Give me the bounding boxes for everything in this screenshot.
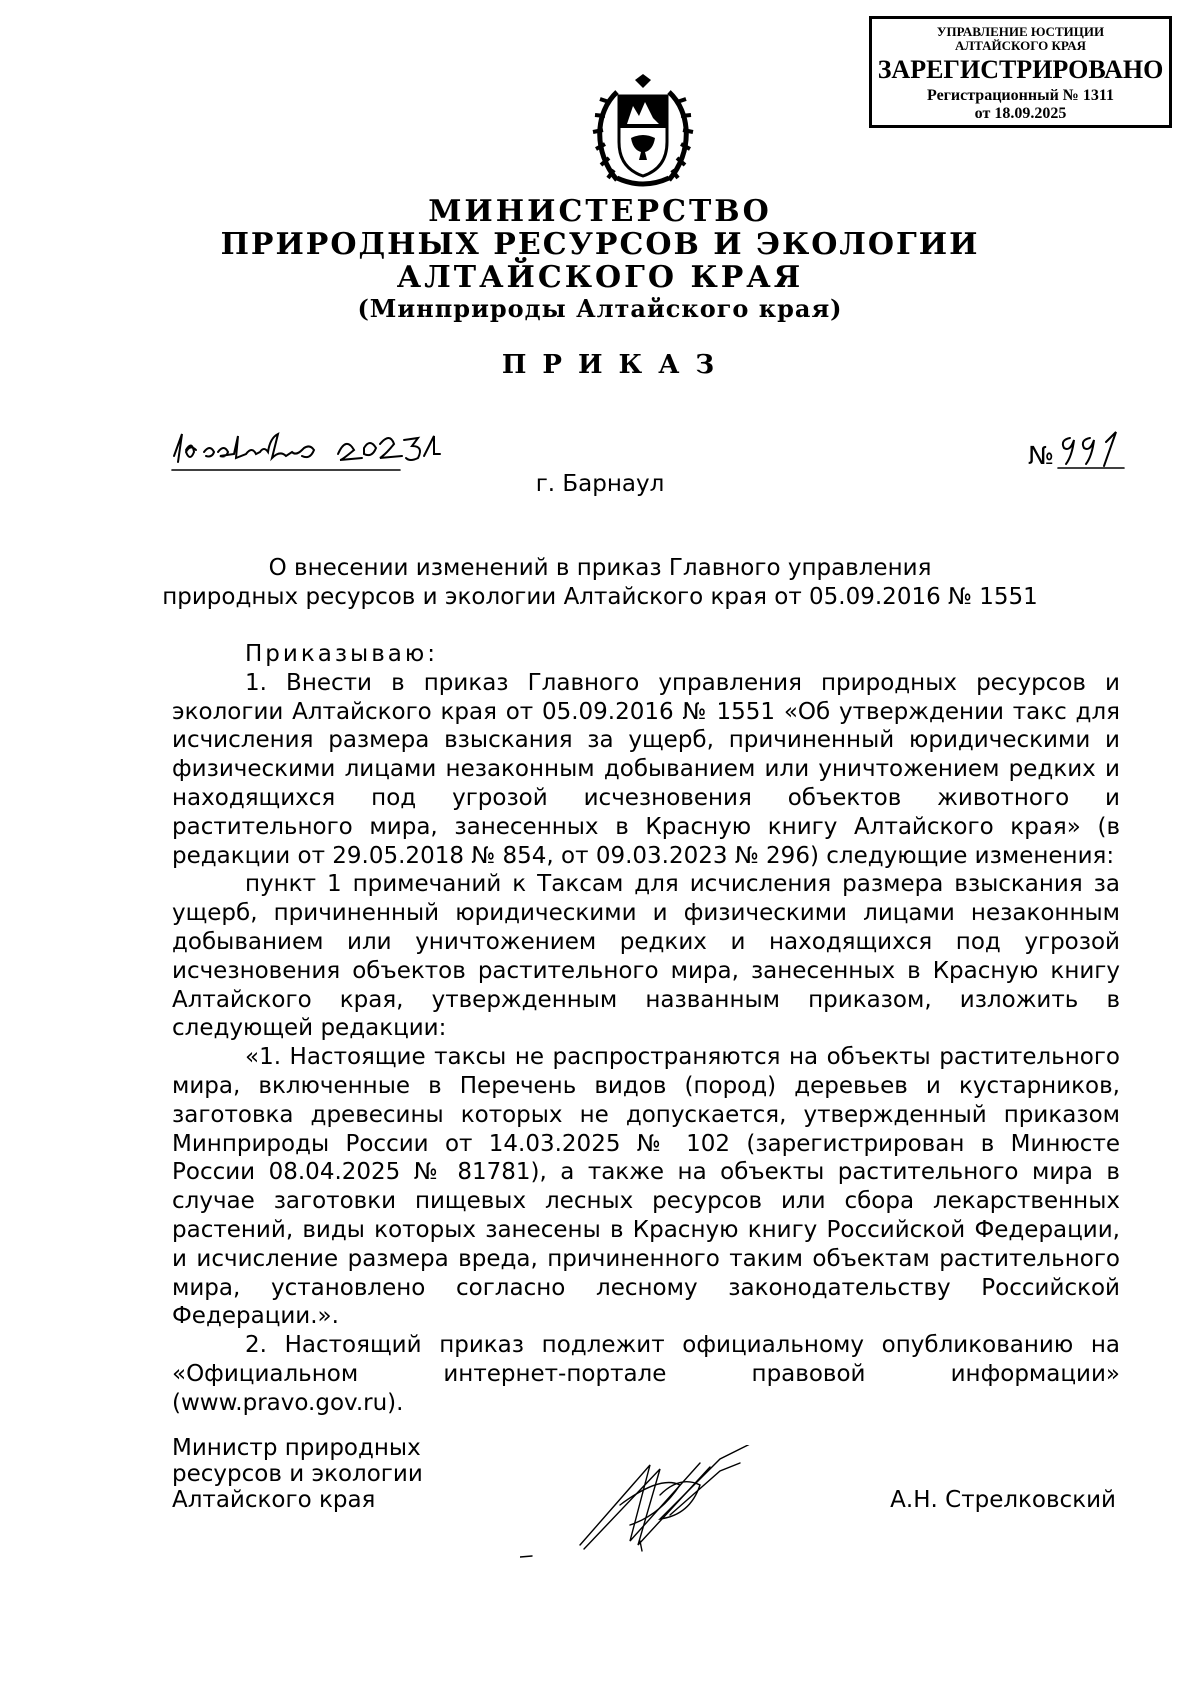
stamp-reg-date: от 18.09.2025 xyxy=(974,105,1067,122)
number-sign: № xyxy=(1028,441,1055,470)
subject-line1: О внесении изменений в приказ Главного управления xyxy=(268,555,932,581)
signatory-position-line2: ресурсов и экологии xyxy=(172,1461,423,1487)
signatory-name: А.Н. Стрелковский xyxy=(890,1487,1116,1513)
document-body xyxy=(172,640,1120,1418)
ministry-short-name: (Минприроды Алтайского края) xyxy=(357,294,843,323)
handwritten-signature xyxy=(520,1445,800,1560)
stamp-org-line2: АЛТАЙСКОГО КРАЯ xyxy=(955,38,1086,53)
stamp-reg-number: Регистрационный № 1311 xyxy=(927,87,1114,104)
ministry-title-line2: ПРИРОДНЫХ РЕСУРСОВ И ЭКОЛОГИИ xyxy=(220,227,980,262)
document-type: ПРИКАЗ xyxy=(501,350,731,380)
ministry-title-line3: АЛТАЙСКОГО КРАЯ xyxy=(396,260,804,295)
ministry-title-line1: МИНИСТЕРСТВО xyxy=(428,194,772,229)
signatory-position-line1: Министр природных xyxy=(172,1435,421,1461)
coat-of-arms-icon xyxy=(587,72,699,190)
body-paragraph-4: 2. Настоящий приказ подлежит официальному опубликованию на «Официальном интернет-портале правовой информации» (www.pravo.gov.ru). xyxy=(172,1332,1120,1416)
body-paragraph-2: пункт 1 примечаний к Таксам для исчисления размера взыскания за ущерб, причиненный юридическими и физическими лицами незаконным добыванием или уничтожением редких и находящихся под угрозой исчезновения объектов растительного мира, занесенных в Красную книгу Алтайского края, утвержденным названным приказом, изложить в следующей редакции: xyxy=(172,871,1120,1042)
body-paragraph-3: «1. Настоящие таксы не распространяются на объекты растительного мира, включенные в Перечень видов (пород) деревьев и кустарников, заготовка древесины которых не допускается, утвержденный приказом Минприроды России от 14.03.2025 № 102 (зарегистрирован в Минюсте России 08.04.2025 № 81781), а также на объекты растительного мира в случае заготовки пищевых лесных ресурсов или сбора лекарственных растений, виды которых занесены в Красную книгу Российской Федерации, и исчисление размера вреда, причиненного таким объектам растительного мира, установлено согласно лесному законодательству Российской Федерации.». xyxy=(172,1044,1120,1330)
body-paragraph-1: 1. Внести в приказ Главного управления природных ресурсов и экологии Алтайского края от 05.09.2016 № 1551 «Об утверждении такс для исчисления размера взыскания за ущерб, причиненный юридическими и физическими лицами незаконным добыванием или уничтожением редких и находящихся под угрозой исчезновения объектов животного и растительного мира, занесенных в Красную книгу Алтайского края» (в редакции от 29.05.2018 № 854, от 09.03.2023 № 296) следующие изменения: xyxy=(172,669,1120,869)
body-lead: Приказываю: xyxy=(245,641,438,667)
stamp-status: ЗАРЕГИСТРИРОВАНО xyxy=(877,55,1164,84)
signatory-position-line3: Алтайского края xyxy=(172,1487,376,1513)
subject-line2: природных ресурсов и экологии Алтайского края от 05.09.2016 № 1551 xyxy=(162,584,1038,610)
handwritten-number xyxy=(1056,428,1126,472)
signatory-position xyxy=(172,1435,423,1513)
stamp-org-line1: УПРАВЛЕНИЕ ЮСТИЦИИ xyxy=(936,24,1105,39)
document-subject xyxy=(0,554,1200,612)
city: г. Барнаул xyxy=(535,471,665,497)
registration-stamp xyxy=(869,16,1172,128)
handwritten-date xyxy=(168,426,468,476)
